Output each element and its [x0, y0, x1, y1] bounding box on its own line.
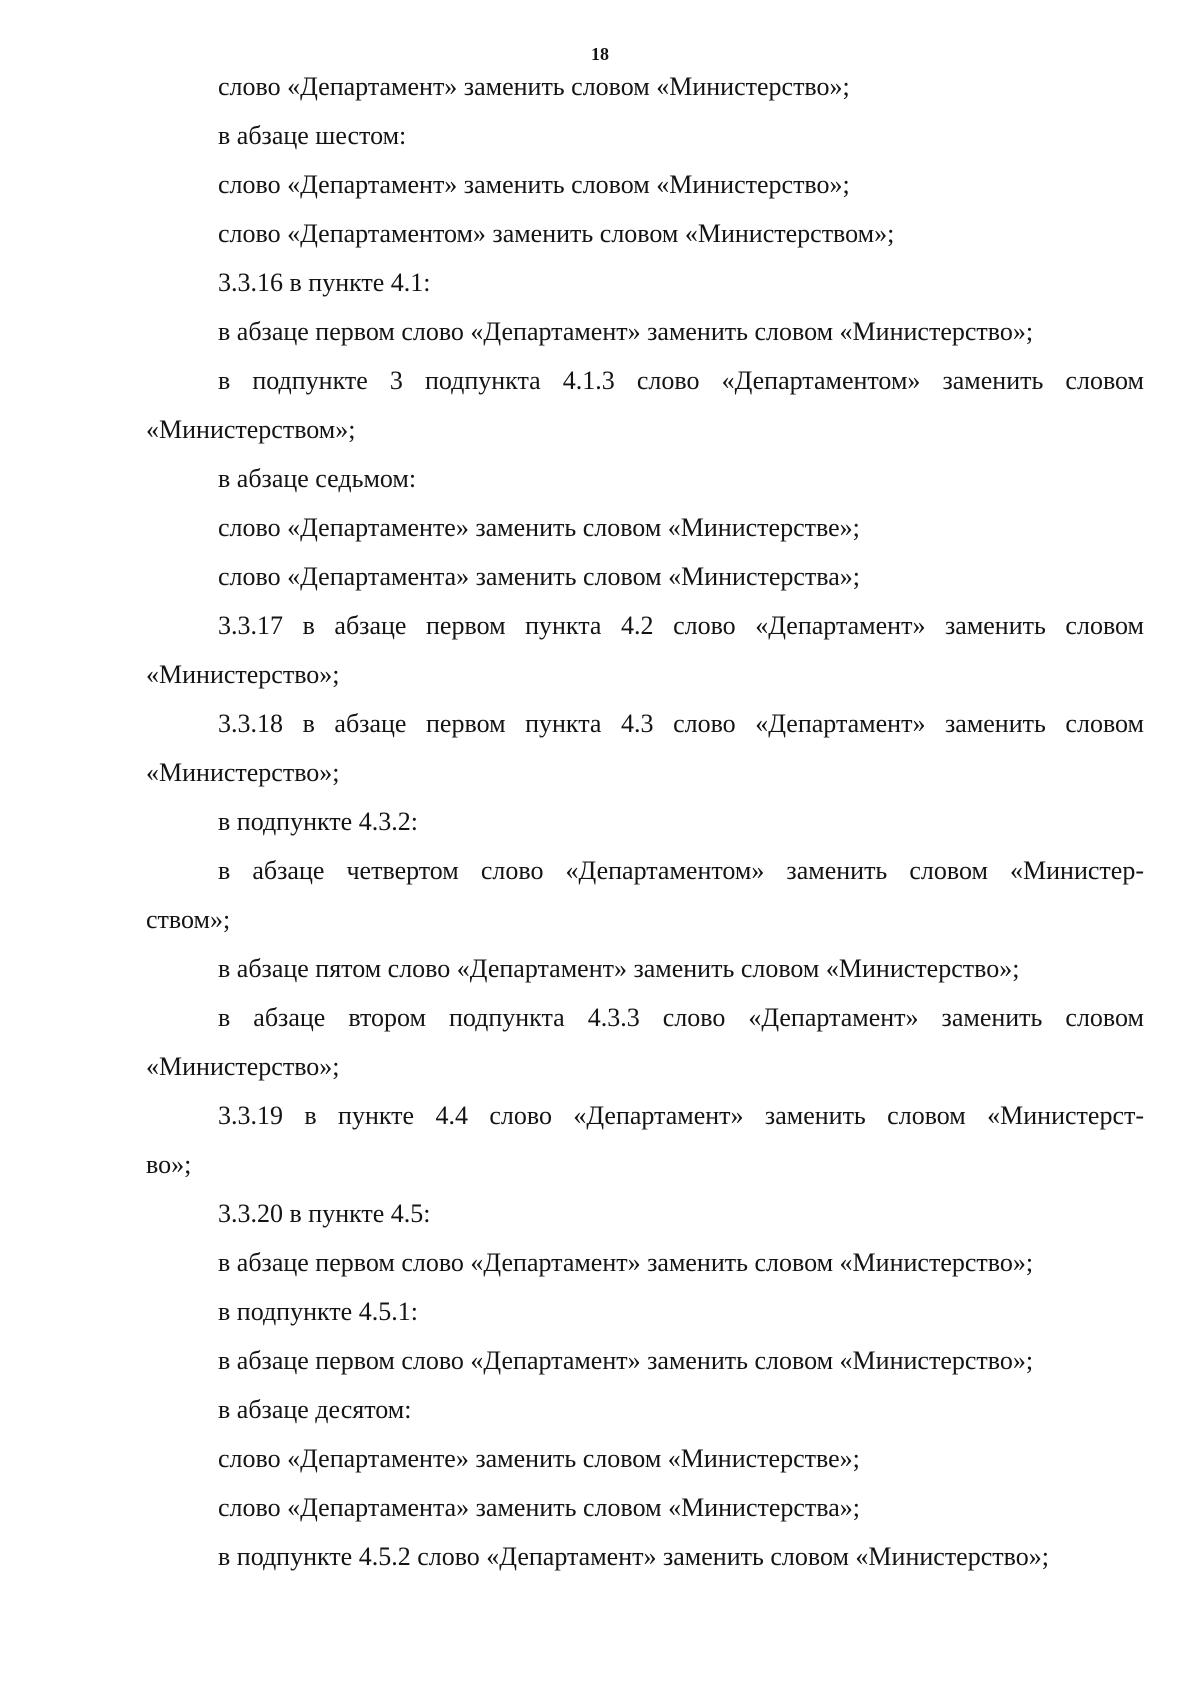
text-line: в подпункте 4.5.2 слово «Департамент» заменить словом «Министерство»;: [218, 1542, 1049, 1571]
text-line: слово «Департаментом» заменить словом «Министерством»;: [218, 219, 895, 248]
text-line: слово «Департамент» заменить словом «Министерство»;: [218, 72, 850, 101]
text-line: 3.3.19 в пункте 4.4 слово «Департамент» заменить словом «Министерст-: [218, 1101, 1144, 1130]
text-line: 3.3.18 в абзаце первом пункта 4.3 слово «Департамент» заменить словом: [218, 709, 1144, 738]
text-line: в абзаце первом слово «Департамент» заменить словом «Министерство»;: [218, 1346, 1034, 1375]
text-line: в подпункте 4.5.1:: [218, 1297, 418, 1326]
page-number: 18: [591, 44, 609, 64]
text-line: в абзаце пятом слово «Департамент» заменить словом «Министерство»;: [218, 954, 1020, 983]
document-body: [146, 62, 1144, 1581]
text-line: слово «Департаменте» заменить словом «Министерстве»;: [218, 513, 860, 542]
text-line: слово «Департаменте» заменить словом «Министерстве»;: [218, 1444, 860, 1473]
text-line: в абзаце седьмом:: [218, 464, 417, 493]
text-line: «Министерство»;: [146, 758, 340, 787]
text-line: в абзаце шестом:: [218, 121, 407, 150]
text-line: в абзаце четвертом слово «Департаментом» заменить словом «Министер-: [218, 856, 1144, 885]
text-line: в абзаце втором подпункта 4.3.3 слово «Департамент» заменить словом: [218, 1003, 1144, 1032]
text-line: слово «Департамента» заменить словом «Министерства»;: [218, 1493, 860, 1522]
text-line: «Министерство»;: [146, 1052, 340, 1081]
text-line: в подпункте 4.3.2:: [218, 807, 418, 836]
text-line: слово «Департамент» заменить словом «Министерство»;: [218, 170, 850, 199]
text-line: ством»;: [146, 905, 231, 934]
text-line: 3.3.17 в абзаце первом пункта 4.2 слово «Департамент» заменить словом: [218, 611, 1144, 640]
text-line: в абзаце десятом:: [218, 1395, 412, 1424]
text-line: «Министерством»;: [146, 415, 356, 444]
text-line: в абзаце первом слово «Департамент» заменить словом «Министерство»;: [218, 1248, 1034, 1277]
text-line: 3.3.20 в пункте 4.5:: [218, 1199, 431, 1228]
text-line: во»;: [146, 1150, 192, 1179]
text-line: 3.3.16 в пункте 4.1:: [218, 268, 431, 297]
text-line: «Министерство»;: [146, 660, 340, 689]
text-line: слово «Департамента» заменить словом «Министерства»;: [218, 562, 860, 591]
text-line: в подпункте 3 подпункта 4.1.3 слово «Департаментом» заменить словом: [218, 366, 1144, 395]
text-line: в абзаце первом слово «Департамент» заменить словом «Министерство»;: [218, 317, 1034, 346]
